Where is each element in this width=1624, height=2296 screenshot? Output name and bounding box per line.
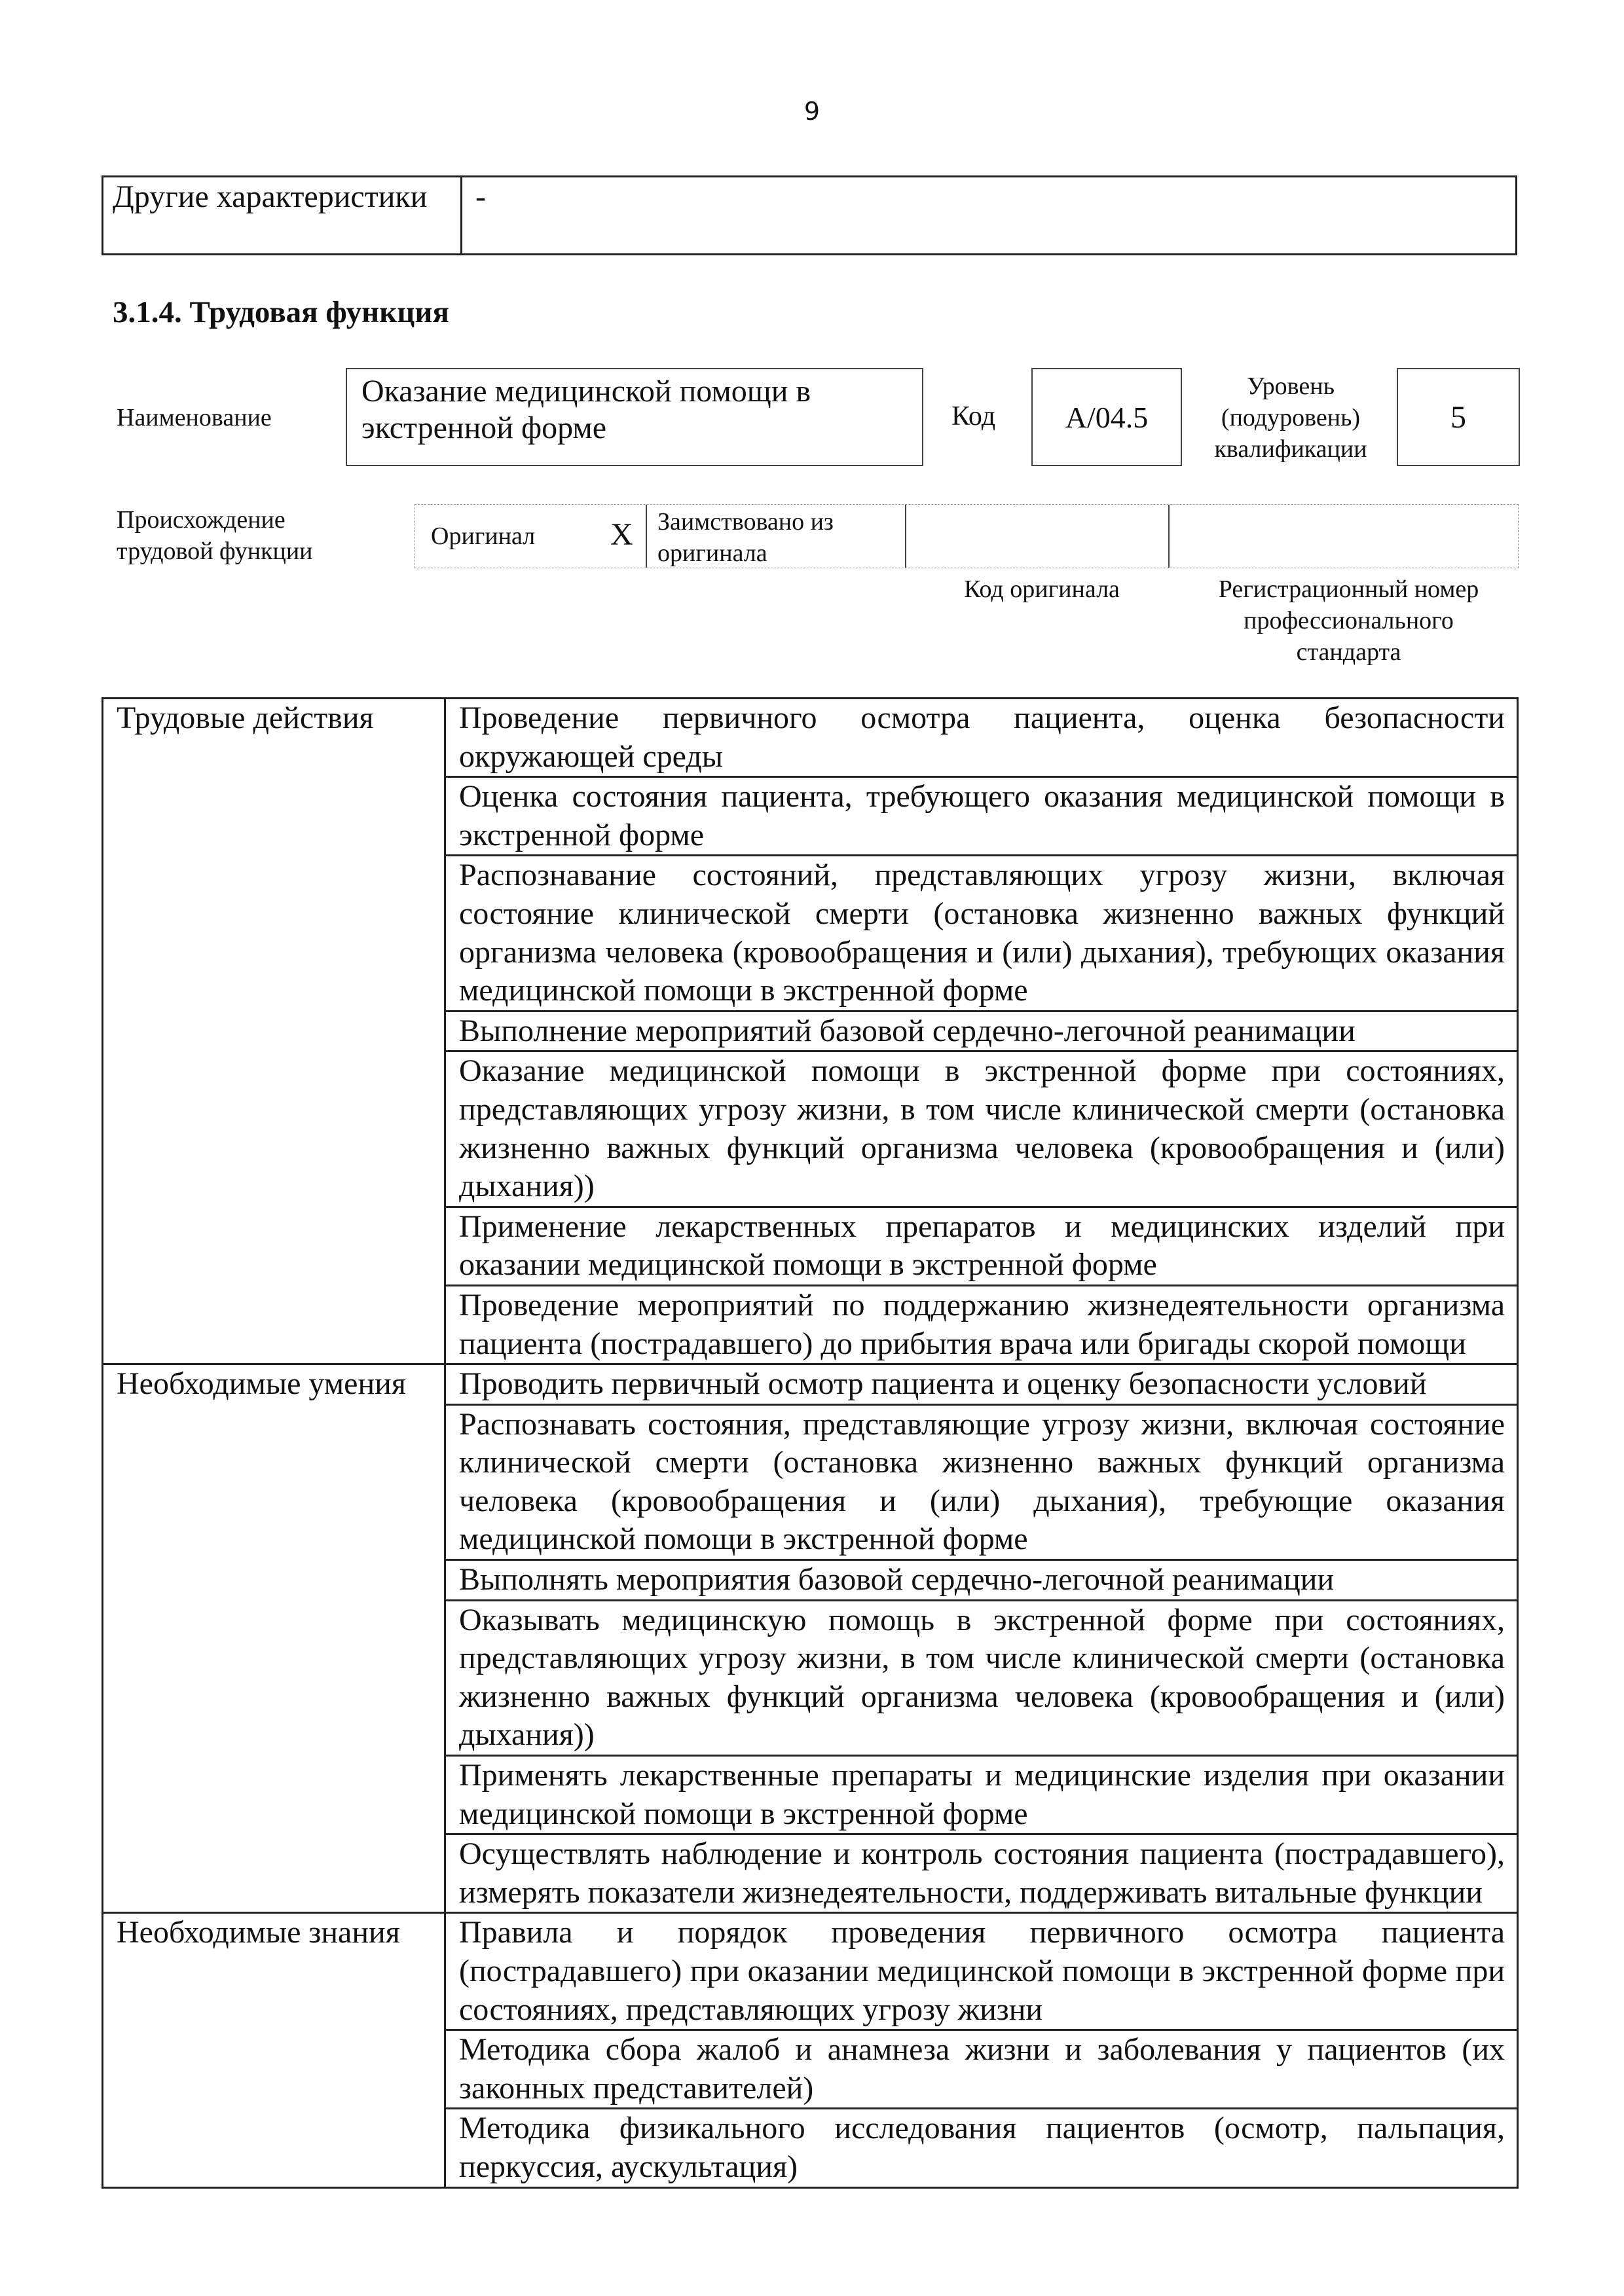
table-row xyxy=(103,777,1518,856)
function-details-body xyxy=(103,699,1518,2188)
table-cell: Правила и порядок проведения первичного осмотра пациента (пострадавшего) при оказании медицинской помощи в экстренной форме при состояниях, представляющих угрозу жизни xyxy=(445,1913,1518,2030)
level-box xyxy=(1397,368,1520,466)
origin-borrowed-line-2: оригинала xyxy=(657,539,767,567)
table-row xyxy=(103,699,1518,777)
table-cell: Выполнять мероприятия базовой сердечно-легочной реанимации xyxy=(445,1560,1518,1601)
table-row xyxy=(103,1756,1518,1834)
level-label-line-1: Уровень xyxy=(1247,373,1335,400)
table-cell: Методика физикального исследования пациентов (осмотр, пальпация, перкуссия, аускультация) xyxy=(445,2109,1518,2187)
origin-reg-caption-line-1: Регистрационный номер xyxy=(1218,575,1479,603)
section-label-spacer xyxy=(103,1207,445,1285)
origin-reg-caption xyxy=(1179,574,1519,668)
table-row xyxy=(103,856,1518,1011)
origin-reg-caption-line-2: профессионального xyxy=(1244,607,1454,634)
table-cell: Проводить первичный осмотр пациента и оценку безопасности условий xyxy=(445,1364,1518,1405)
table-row xyxy=(103,1834,1518,1913)
table-cell: Осуществлять наблюдение и контроль состояния пациента (пострадавшего), измерять показатели жизнедеятельности, поддерживать витальные функции xyxy=(445,1834,1518,1913)
section-label-spacer xyxy=(103,1011,445,1051)
section-label: Необходимые умения xyxy=(103,1364,445,1405)
section-label-spacer xyxy=(103,1285,445,1364)
table-cell: Проведение мероприятий по поддержанию жизнедеятельности организма пациента (пострадавшего) до прибытия врача или бригады скорой помощи xyxy=(445,1285,1518,1364)
origin-label xyxy=(117,504,313,567)
origin-row xyxy=(415,504,1519,568)
origin-original-label: Оригинал xyxy=(431,522,536,550)
table-cell: Выполнение мероприятий базовой сердечно-легочной реанимации xyxy=(445,1011,1518,1051)
origin-reg-caption-line-3: стандарта xyxy=(1296,638,1401,666)
table-cell: Проведение первичного осмотра пациента, оценка безопасности окружающей среды xyxy=(445,699,1518,777)
table-row xyxy=(103,1011,1518,1051)
table-row xyxy=(103,1560,1518,1601)
section-title: 3.1.4. Трудовая функция xyxy=(113,295,449,329)
origin-code-caption: Код оригинала xyxy=(964,575,1120,603)
table-row xyxy=(103,2109,1518,2187)
level-label xyxy=(1197,371,1384,465)
table-row xyxy=(103,1285,1518,1364)
table-row xyxy=(103,1051,1518,1207)
code-value: A/04.5 xyxy=(1065,400,1149,434)
name-label: Наименование xyxy=(117,404,272,431)
section-label-spacer xyxy=(103,1834,445,1913)
origin-reg-number-cell xyxy=(1170,505,1518,568)
table-cell: Оказание медицинской помощи в экстренной форме при состояниях, представляющих угрозу жизни, в том числе клинической смерти (остановка жизненно важных функций организма человека (кровообращения и (или) дыхания)) xyxy=(445,1051,1518,1207)
section-label-spacer xyxy=(103,1756,445,1834)
table-cell: Распознавать состояния, представляющие угрозу жизни, включая состояние клинической смерти (остановка жизненно важных функций организма человека (кровообращения и (или) дыхания), требующие оказания медицинской помощи в экстренной форме xyxy=(445,1404,1518,1559)
function-name-value: Оказание медицинской помощи в экстренной форме xyxy=(361,374,811,445)
table-row xyxy=(103,1364,1518,1405)
origin-borrowed-line-1: Заимствовано из xyxy=(657,508,834,536)
section-label-spacer xyxy=(103,777,445,856)
table-row xyxy=(103,2030,1518,2109)
level-label-line-2: (подуровень) xyxy=(1221,404,1361,431)
table-cell: Методика сбора жалоб и анамнеза жизни и заболевания у пациентов (их законных представителей) xyxy=(445,2030,1518,2109)
table-cell: Применять лекарственные препараты и медицинские изделия при оказании медицинской помощи в экстренной форме xyxy=(445,1756,1518,1834)
code-box xyxy=(1031,368,1182,466)
function-name-box xyxy=(346,368,923,466)
origin-original-cell xyxy=(415,505,647,568)
table-cell: Распознавание состояний, представляющих угрозу жизни, включая состояние клинической смерти (остановка жизненно важных функций организма человека (кровообращения и (или) дыхания), требующих оказания медицинской помощи в экстренной форме xyxy=(445,856,1518,1011)
level-value: 5 xyxy=(1450,399,1466,435)
table-row xyxy=(103,1600,1518,1755)
table-row xyxy=(103,1913,1518,2030)
section-label: Трудовые действия xyxy=(103,699,445,777)
section-label-spacer xyxy=(103,2109,445,2187)
origin-code-cell xyxy=(906,505,1170,568)
origin-borrowed-cell xyxy=(647,505,906,568)
section-label-spacer xyxy=(103,1600,445,1755)
section-label: Необходимые знания xyxy=(103,1913,445,2030)
page-number: 9 xyxy=(803,97,821,126)
origin-label-line-2: трудовой функции xyxy=(117,538,313,565)
table-cell: Оценка состояния пациента, требующего оказания медицинской помощи в экстренной форме xyxy=(445,777,1518,856)
section-label-spacer xyxy=(103,1404,445,1559)
other-characteristics-table xyxy=(101,175,1517,255)
section-label-spacer xyxy=(103,1051,445,1207)
function-details-table xyxy=(101,697,1519,2189)
table-cell: Оказывать медицинскую помощь в экстренной форме при состояниях, представляющих угрозу жизни, в том числе клинической смерти (остановка жизненно важных функций организма человека (кровообращения и (или) дыхания)) xyxy=(445,1600,1518,1755)
table-cell: Применение лекарственных препаратов и медицинских изделий при оказании медицинской помощи в экстренной форме xyxy=(445,1207,1518,1285)
origin-label-line-1: Происхождение xyxy=(117,506,286,534)
table-row xyxy=(103,1207,1518,1285)
other-characteristics-value: - xyxy=(475,179,486,214)
other-characteristics-label: Другие характеристики xyxy=(103,177,462,253)
level-label-line-3: квалификации xyxy=(1214,435,1367,463)
section-label-spacer xyxy=(103,2030,445,2109)
origin-original-mark: X xyxy=(610,517,633,552)
section-label-spacer xyxy=(103,856,445,1011)
section-label-spacer xyxy=(103,1560,445,1601)
code-label: Код xyxy=(951,401,996,431)
table-row xyxy=(103,1404,1518,1559)
